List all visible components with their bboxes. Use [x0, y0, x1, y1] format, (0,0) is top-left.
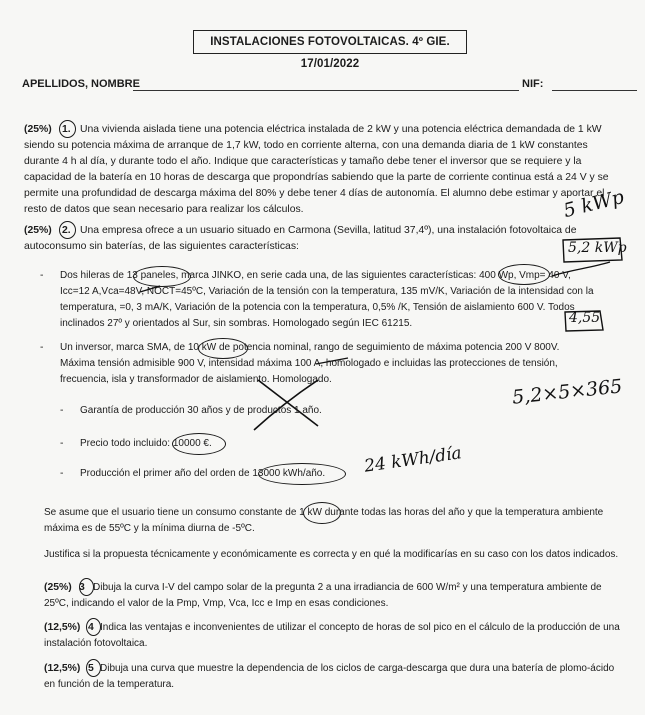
q1-weight: (25%) — [24, 124, 52, 135]
hw-note-daily: 24 kWh/día — [363, 443, 463, 477]
hw-note-5kwp: 5 kWp — [561, 185, 627, 223]
q4-line: Indica las ventajas e inconvenientes de utilizar el concepto de horas de sol pico en el cálculo de la producción de una — [100, 622, 620, 633]
strike-vca — [140, 286, 160, 292]
q1-line: resto de datos que sean necesario para realizar los cálculos. — [24, 204, 304, 215]
q2-bullet-inverter: Un inversor, marca SMA, de 10 kW de potencia nominal, rango de seguimiento de máxima potencia 200 V 800V. — [60, 342, 560, 353]
q5-weight: (12,5%) — [44, 663, 81, 674]
hw-note-455: 4,55 — [569, 310, 601, 326]
q2-bullet-price: Precio todo incluido: 10000 €. — [80, 438, 212, 449]
q1-line: Una vivienda aislada tiene una potencia eléctrica instalada de 2 kW y una potencia eléctrica demandada de 1 kW — [80, 124, 602, 135]
swoosh — [552, 262, 610, 276]
q4-number: 4 — [88, 622, 94, 633]
q2-bullet-panels: Dos hileras de 13 paneles, marca JINKO, en serie cada una, de las siguientes características: 400 Wp, Vmp= 40 V, — [60, 270, 571, 281]
q2-bullet-panels: inclinados 27º y orientados al Sur, sin sombras. Homologado según IEC 61215. — [60, 318, 413, 329]
nif-label: NIF: — [522, 78, 544, 90]
q2-line: autoconsumo sin baterías, de las siguientes características: — [24, 241, 299, 252]
strike-voltage — [316, 358, 348, 364]
q3-number: 3 — [79, 582, 85, 593]
q2-bullet-production: Producción el primer año del orden de 13000 kWh/año. — [80, 468, 326, 479]
q2-bullet-panels: temperatura, =0, 3 mA/K, Variación de la potencia con la temperatura, 0,5% /K, Tensión de aislamiento 600 V. Todos — [60, 302, 575, 313]
q2-weight: (25%) — [24, 225, 52, 236]
exam-title: INSTALACIONES FOTOVOLTAICAS. 4º GIE. 17/01/2022 — [193, 30, 467, 54]
q2-assumption: máxima es de 55ºC y la mínima diurna de -5ºC. — [44, 523, 255, 534]
q1-line: siendo su potencia máxima de arranque de 1,7 kW, todo en corriente alterna, con una demanda diaria de 1 kW constantes — [24, 140, 588, 151]
q5-line: Dibuja una curva que muestre la dependencia de los ciclos de carga-descarga que dura una batería de plomo-ácido — [100, 663, 615, 674]
q5-line: en función de la temperatura. — [44, 679, 175, 690]
name-label: APELLIDOS, NOMBRE — [22, 78, 140, 90]
q2-number: 2. — [62, 225, 71, 236]
hw-note-52kwp: 5,2 kWp — [568, 240, 627, 256]
q2-bullet-warranty: Garantía de producción 30 años y de productos 1 año. — [80, 405, 322, 416]
q2-line: Una empresa ofrece a un usuario situado en Carmona (Sevilla, latitud 37,4º), una instalación fotovoltaica de — [80, 225, 577, 236]
q5-number: 5 — [88, 663, 94, 674]
q1-line: permite una profundidad de descarga máxima del 80% y debe tener 4 días de autonomía. El alumno debe estimar y aportar el — [24, 188, 605, 199]
q1-number: 1. — [62, 124, 71, 135]
q1-line: durante 4 h al día, y durante todo el año. Indique que características y tamaño debe tener el inversor que se requiere y la — [24, 156, 582, 167]
q1-line: capacidad de la batería en 10 horas de descarga que propondrías sabiendo que la parte de corriente continua está a 24 V y se — [24, 172, 609, 183]
q2-bullet-inverter: Máxima tensión admisible 900 V, intensidad máxima 100 A, homologado e incluidas las protecciones de tensión, — [60, 358, 558, 369]
q4-weight: (12,5%) — [44, 622, 81, 633]
q3-line: 25ºC, indicando el valor de la Pmp, Vmp, Vca, Icc e Imp en esas condiciones. — [44, 598, 389, 609]
q4-line: instalación fotovoltaica. — [44, 638, 148, 649]
exam-page: INSTALACIONES FOTOVOLTAICAS. 4º GIE. 17/01/2022 APELLIDOS, NOMBRE NIF: (25%) 1. Una vivienda aislada tiene una potencia eléctrica instalada de 2 kW y una potencia eléctrica demandada de 1 kW siendo su potencia máxima de arranque de 1,7 kW, todo en corriente alterna, con una demanda diaria de 1 kW constantes durante 4 h al día, y durante todo el año. Indique que características y tamaño debe tener el inversor que se requiere y la capacidad de la batería en 10 horas de descarga que propondrías sabiendo que la parte de corriente continua está a 24 V y se permite una profundidad de descarga máxima del 80% y debe tener 4 días de autonomía. El alumno debe estimar y aportar el resto de datos que sean necesario para realizar los cálculos. (25%) 2. Una empresa ofrece a un usuario situado en Carmona (Sevilla, latitud 37,4º), una instalación fotovoltaica de autoconsumo sin baterías, de las siguientes características: - Dos hileras de 13 paneles, marca JINKO, en serie cada una, de las siguientes características: 400 Wp, Vmp= 40 V, Icc=12 A,Vca=48V, NOCT=45ºC, Variación de la tensión con la temperatura, 135 mV/K, Variación de la intensidad con la temperatura, =0, 3 mA/K, Variación de la potencia con la temperatura, 0,5% /K, Tensión de aislamiento 600 V. Todos inclinados 27º y orientados al Sur, sin sombras. Homologado según IEC 61215. - Un inversor, marca SMA, de 10 kW de potencia nominal, rango de seguimiento de máxima potencia 200 V 800V. Máxima tensión admisible 900 V, intensidad máxima 100 A, homologado e incluidas las protecciones de tensión, frecuencia, isla y transformador de aislamiento. Homologado. - Garantía de producción 30 años y de productos 1 año. - Precio todo incluido: 10000 €. - Producción el primer año del orden de 13000 kWh/año. Se asume que el usuario tiene un consumo constante de 1 kW durante todas las horas del año y que la temperatura ambiente máxima es de 55ºC y la mínima diurna de -5ºC. Justifica si la propuesta técnicamente y económicamente es correcta y en qué la modificarías en su caso con los datos indicados. (25%) 3 Dibuja la curva I-V del campo solar de la pregunta 2 a una irradiancia de 600 W/m² y una temperatura ambiente de 25ºC, indicando el valor de la Pmp, Vmp, Vca, Icc e Imp en esas condiciones. (12,5%) 4 Indica las ventajas e inconvenientes de utilizar el concepto de horas de sol pico en el cálculo de la producción de una instalación fotovoltaica. (12,5%) 5 Dibuja una curva que muestre la dependencia de los ciclos de carga-descarga que dura una batería de plomo-ácido en función de la temperatura. 5 kWp 5,2 kWp 4,55 5,2×5×365 24 kWh/día — [0, 0, 645, 715]
q2-assumption: Se asume que el usuario tiene un consumo constante de 1 kW durante todas las horas del año y que la temperatura ambiente — [44, 507, 604, 518]
cross-stroke — [254, 380, 318, 430]
q2-bullet-inverter: frecuencia, isla y transformador de aislamiento. Homologado. — [60, 374, 332, 385]
q3-weight: (25%) — [44, 582, 72, 593]
hw-note-calc: 5,2×5×365 — [511, 375, 624, 409]
q3-line: Dibuja la curva I-V del campo solar de la pregunta 2 a una irradiancia de 600 W/m² y una temperatura ambiente de — [93, 582, 602, 593]
q2-bullet-panels: Icc=12 A,Vca=48V, NOCT=45ºC, Variación de la tensión con la temperatura, 135 mV/K, Variación de la intensidad con la — [60, 286, 594, 297]
q2-justify: Justifica si la propuesta técnicamente y económicamente es correcta y en qué la modificarías en su caso con los datos indicados. — [44, 549, 619, 560]
